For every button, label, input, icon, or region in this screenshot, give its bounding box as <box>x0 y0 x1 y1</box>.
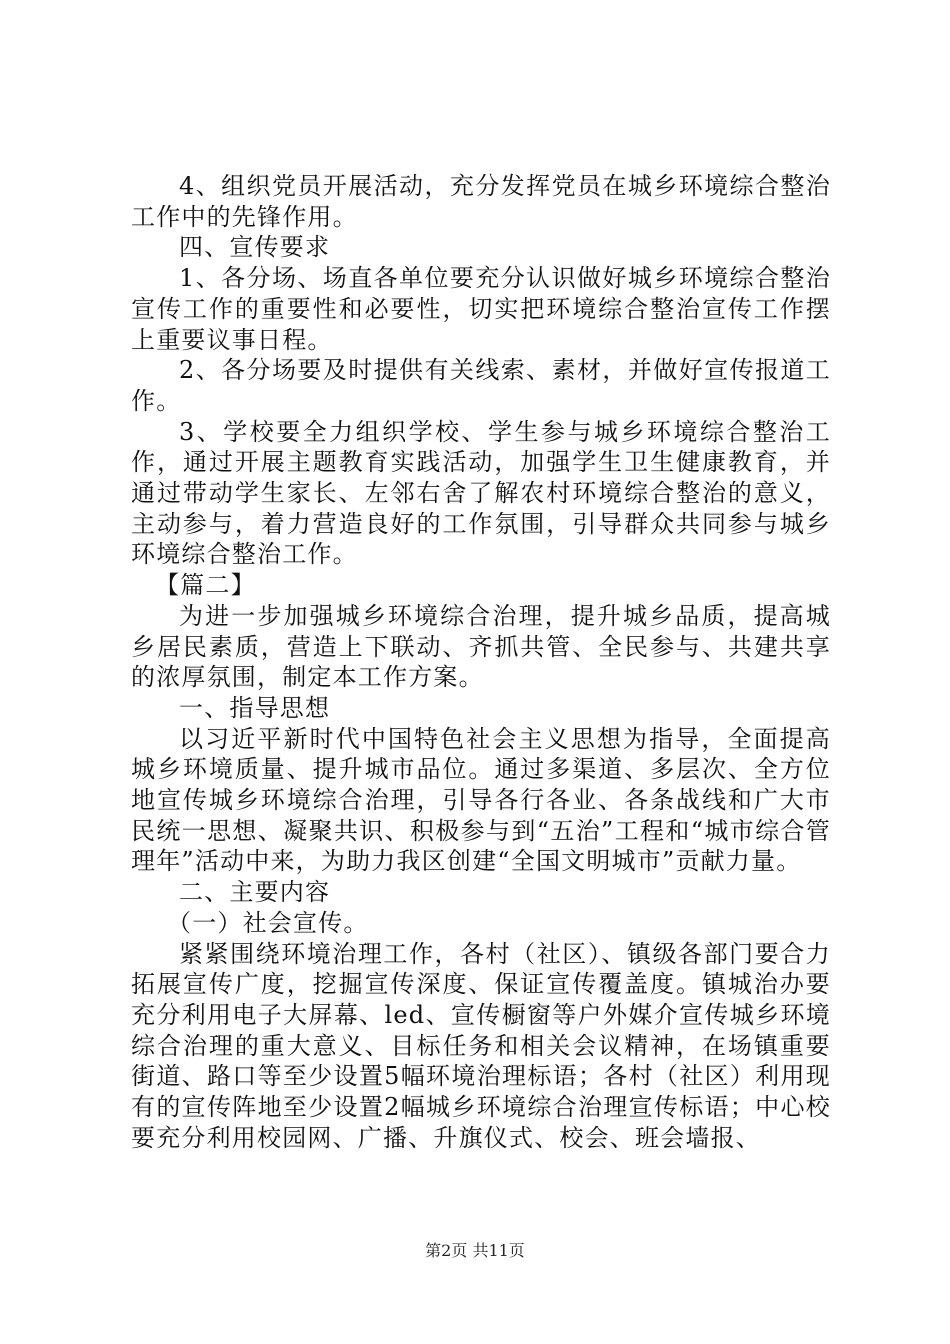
paragraph-requirement-2: 2、各分场要及时提供有关线索、素材，并做好宣传报道工作。 <box>131 356 831 415</box>
paragraph-social-publicity: 紧紧围绕环境治理工作，各村（社区）、镇级各部门要合力拓展宣传广度，挖掘宣传深度、保证宣传覆盖度。镇城治办要充分利用电子大屏幕、led、宣传橱窗等户外媒介宣传城乡环境综合治理的重大意义、目标任务和相关会议精神，在场镇重要街道、路口等至少设置5幅环境治理标语；各村（社区）利用现有的宣传阵地至少设置2幅城乡环境综合治理宣传标语；中心校要充分利用校园网、广播、升旗仪式、校会、班会墙报、 <box>131 939 831 1152</box>
paragraph-requirement-3: 3、学校要全力组织学校、学生参与城乡环境综合整治工作，通过开展主题教育实践活动，加强学生卫生健康教育，并通过带动学生家长、左邻右舍了解农村环境综合整治的意义，主动参与，着力营造良好的工作氛围，引导群众共同参与城乡环境综合整治工作。 <box>131 417 831 569</box>
paragraph-guiding-ideology: 以习近平新时代中国特色社会主义思想为指导，全面提高城乡环境质量、提升城市品位。通过多渠道、多层次、全方位地宣传城乡环境综合治理，引导各行各业、各条战线和广大市民统一思想、凝聚共识、积极参与到“五治”工程和“城市综合管理年”活动中来，为助力我区创建“全国文明城市”贡献力量。 <box>131 724 831 876</box>
subheading-social-publicity: （一）社会宣传。 <box>167 908 369 937</box>
paragraph-item-4: 4、组织党员开展活动，充分发挥党员在城乡环境综合整治工作中的先锋作用。 <box>131 172 831 231</box>
page-number-footer: 第2页 共11页 <box>425 1241 525 1260</box>
paragraph-intro: 为进一步加强城乡环境综合治理，提升城乡品质，提高城乡居民素质，营造上下联动、齐抓共管、全民参与、共建共享的浓厚氛围，制定本工作方案。 <box>131 601 831 692</box>
heading-main-content: 二、主要内容 <box>179 878 331 907</box>
document-body <box>131 171 831 1154</box>
paragraph-requirement-1: 1、各分场、场直各单位要充分认识做好城乡环境综合整治宣传工作的重要性和必要性，切实把环境综合整治宣传工作摆上重要议事日程。 <box>131 264 831 354</box>
section-title-part-two: 【篇二】 <box>155 571 256 600</box>
heading-publicity-requirements: 四、宣传要求 <box>179 233 331 262</box>
heading-guiding-ideology: 一、指导思想 <box>179 693 331 722</box>
